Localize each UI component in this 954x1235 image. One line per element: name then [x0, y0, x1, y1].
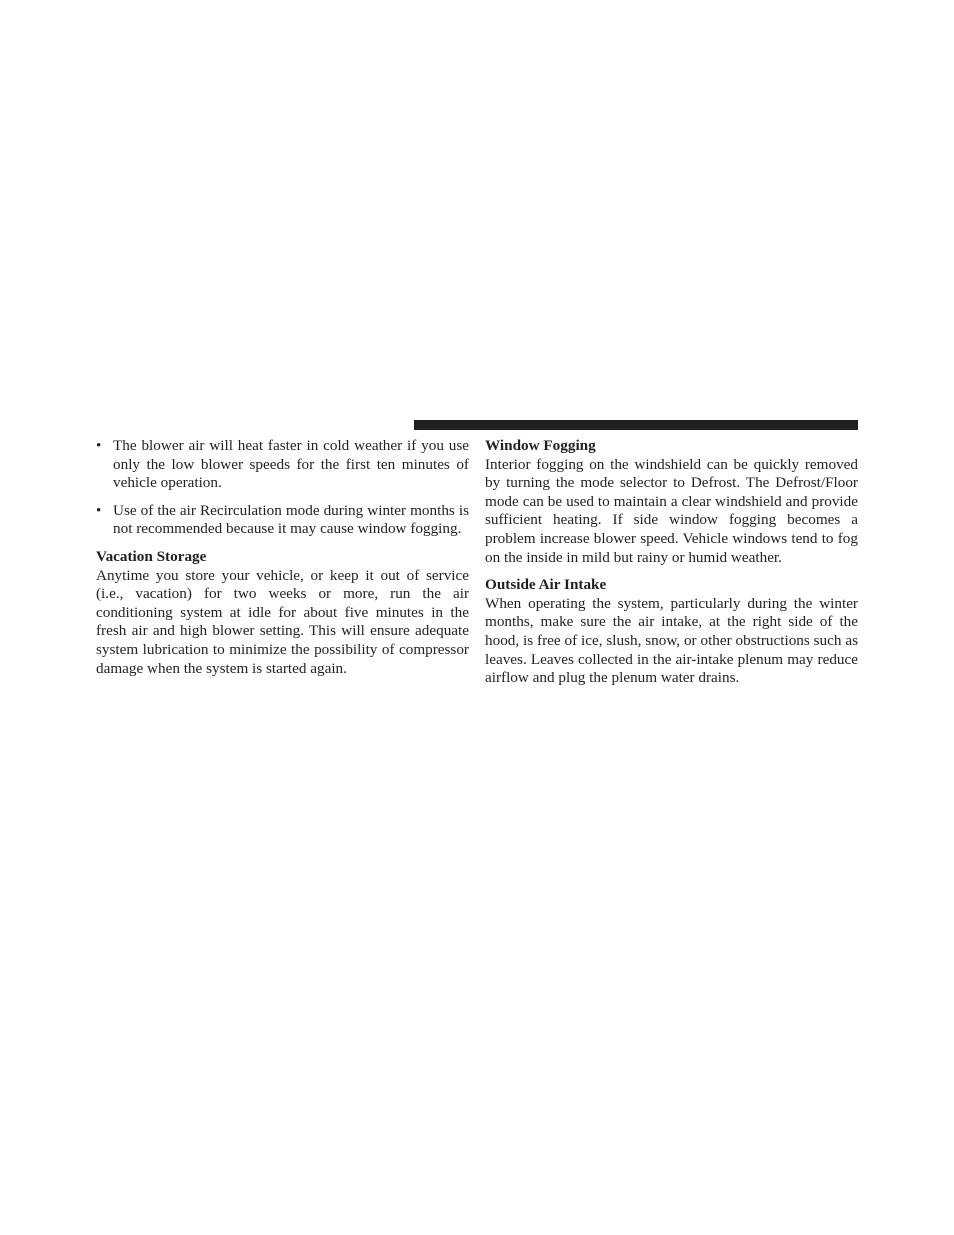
right-column [485, 437, 858, 688]
bullet-text: The blower air will heat faster in cold weather if you use only the low blower speeds for the first ten minutes of vehicle operation. [113, 437, 469, 492]
outside-air-intake-body: When operating the system, particularly during the winter months, make sure the air intake, at the right side of the hood, is free of ice, slush, snow, or other obstructions such as leaves. Leaves collected in the air-intake plenum may reduce airflow and plug the plenum water drains. [485, 594, 858, 687]
bullet-text: Use of the air Recirculation mode during winter months is not recommended because it may cause window fogging. [113, 501, 469, 538]
left-column [96, 437, 469, 678]
window-fogging-heading: Window Fogging [485, 437, 596, 454]
bullet-icon: • [96, 501, 102, 519]
bullet-item [96, 502, 469, 539]
vacation-storage-heading: Vacation Storage [96, 547, 207, 565]
vacation-storage-section [96, 548, 469, 678]
window-fogging-section [485, 437, 858, 567]
bullet-icon: • [96, 437, 102, 454]
section-header-bar [414, 420, 858, 430]
outside-air-intake-heading: Outside Air Intake [485, 576, 607, 594]
bullet-item [96, 437, 469, 493]
vacation-storage-body: Anytime you store your vehicle, or keep it out of service (i.e., vacation) for two weeks or more, run the air conditioning system at idle for about five minutes in the fresh air and high blower setting. This will ensure adequate system lubrication to minimize the possibility of compressor damage when the system is started again. [96, 566, 469, 677]
window-fogging-body: Interior fogging on the windshield can be quickly removed by turning the mode selector to Defrost. The Defrost/Floor mode can be used to maintain a clear windshield and provide sufficient heating. If side window fogging becomes a problem increase blower speed. Vehicle windows tend to fog on the inside in mild but rainy or humid weather. [485, 455, 858, 566]
outside-air-intake-section [485, 576, 858, 688]
